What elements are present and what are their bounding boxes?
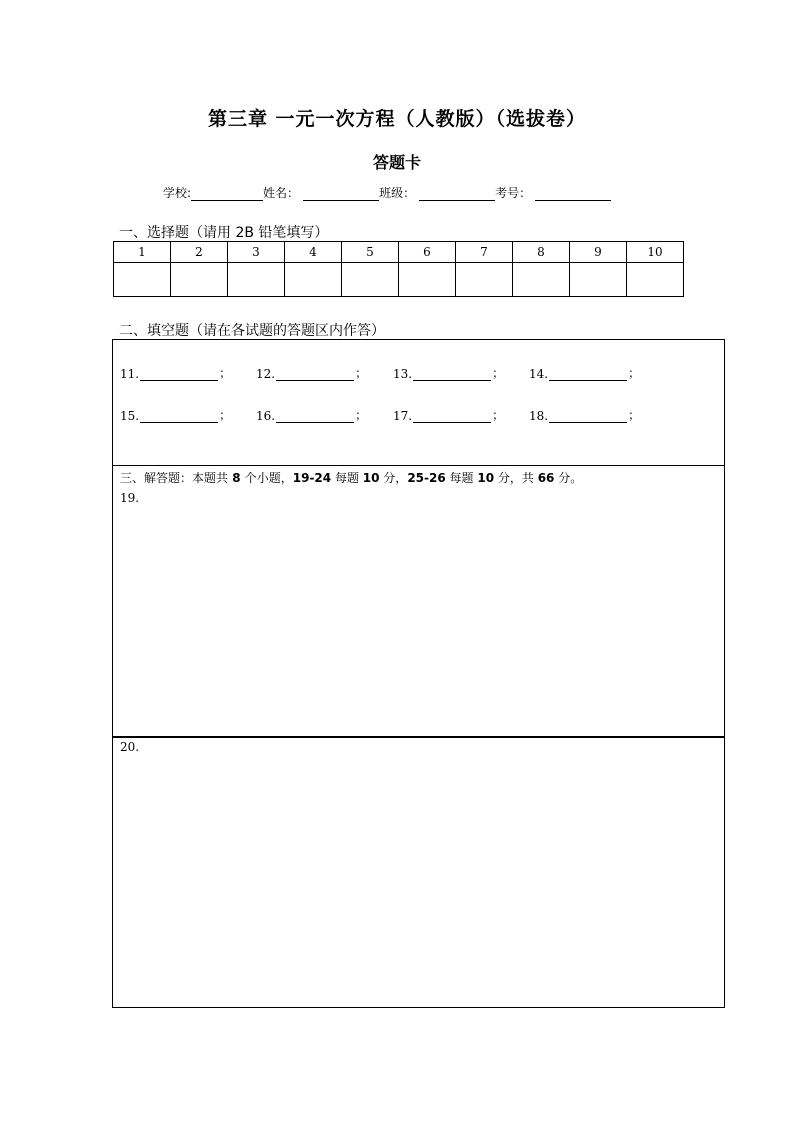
fill-item-number: 12. [256,367,276,381]
class-field[interactable] [419,188,495,201]
choice-number-row [114,242,684,263]
answer-area-19[interactable] [112,465,725,738]
choice-number: 3 [228,242,285,263]
fill-item-end: ； [355,408,368,422]
fill-item-end: ； [355,366,368,380]
fill-item-16 [256,406,367,423]
exam-number-label: 考号： [495,186,532,200]
school-field[interactable] [191,188,263,201]
class-label: 班级： [379,186,416,200]
section3-instructions: 三、解答题：本题共 8 个小题，19-24 每题 10 分，25-26 每题 10 分，共 66 分。 [120,471,583,485]
fill-item-13 [393,364,504,381]
choice-number: 5 [342,242,399,263]
choice-answer-cell[interactable] [399,263,456,297]
fill-item-blank[interactable] [549,410,627,423]
fill-item-blank[interactable] [140,368,218,381]
fill-item-number: 17. [393,409,413,423]
choice-answer-cell[interactable] [513,263,570,297]
fill-item-12 [256,364,367,381]
section2-heading: 二、填空题（请在各试题的答题区内作答） [119,323,385,339]
fill-item-17 [393,406,504,423]
choice-number: 8 [513,242,570,263]
exam-number-field[interactable] [535,188,611,201]
fill-item-14 [529,364,640,381]
fill-item-end: ； [492,366,505,380]
fill-item-blank[interactable] [276,368,354,381]
choice-number: 4 [285,242,342,263]
fill-item-number: 18. [529,409,549,423]
choice-answer-cell[interactable] [171,263,228,297]
fill-item-end: ； [628,408,641,422]
answer-area-20[interactable] [112,736,725,1008]
fill-item-end: ； [219,366,232,380]
choice-number: 7 [456,242,513,263]
choice-answer-cell[interactable] [228,263,285,297]
name-label: 姓名： [263,186,300,200]
page-subtitle: 答题卡 [372,153,421,172]
school-label: 学校: [163,186,192,200]
choice-answer-cell[interactable] [342,263,399,297]
choice-number: 9 [570,242,627,263]
choice-answer-cell[interactable] [570,263,627,297]
student-info-row [163,184,611,201]
name-field[interactable] [303,188,379,201]
fill-item-number: 13. [393,367,413,381]
fill-blank-area [112,339,725,466]
fill-item-number: 15. [120,409,140,423]
fill-item-18 [529,406,640,423]
choice-number: 6 [399,242,456,263]
fill-item-blank[interactable] [413,410,491,423]
choice-answer-cell[interactable] [456,263,513,297]
choice-number: 2 [171,242,228,263]
fill-item-number: 11. [120,367,140,381]
choice-number: 10 [627,242,684,263]
fill-item-end: ； [219,408,232,422]
question-19-label: 19. [120,491,140,505]
fill-item-number: 14. [529,367,549,381]
fill-item-blank[interactable] [276,410,354,423]
section1-heading: 一、选择题（请用 2B 铅笔填写） [119,225,329,241]
choice-answer-row [114,263,684,297]
fill-item-15 [120,406,231,423]
fill-item-blank[interactable] [413,368,491,381]
fill-item-end: ； [492,408,505,422]
fill-item-number: 16. [256,409,276,423]
fill-item-blank[interactable] [549,368,627,381]
fill-item-11 [120,364,231,381]
fill-item-end: ； [628,366,641,380]
choice-answer-cell[interactable] [627,263,684,297]
page-title: 第三章 一元一次方程（人教版）（选拔卷） [207,108,587,130]
question-20-label: 20. [120,740,140,754]
fill-item-blank[interactable] [140,410,218,423]
choice-answer-cell[interactable] [285,263,342,297]
choice-answer-table [113,241,684,297]
choice-number: 1 [114,242,171,263]
choice-answer-cell[interactable] [114,263,171,297]
